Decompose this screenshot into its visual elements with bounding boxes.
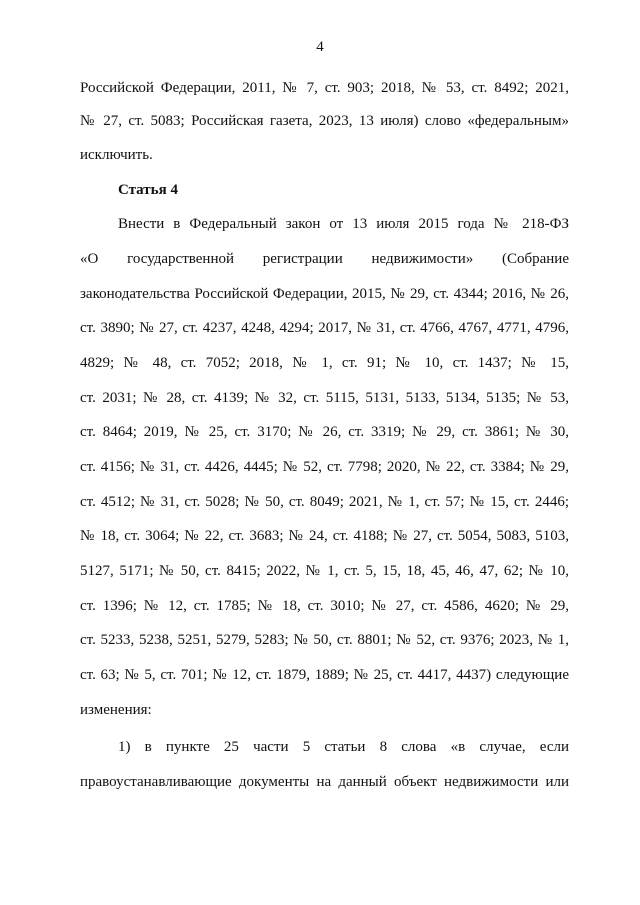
- text-line: ст. 2031; № 28, ст. 4139; № 32, ст. 5115, 5131, 5133, 5134, 5135; № 53,: [80, 390, 569, 406]
- text-line: правоустанавливающие документы на данный объект недвижимости или: [80, 774, 569, 790]
- text-line: 5127, 5171; № 50, ст. 8415; 2022, № 1, ст. 5, 15, 18, 45, 46, 47, 62; № 10,: [80, 563, 569, 579]
- text-line: исключить.: [80, 147, 153, 163]
- text-line: законодательства Российской Федерации, 2015, № 29, ст. 4344; 2016, № 26,: [80, 286, 569, 302]
- text-line: Российской Федерации, 2011, № 7, ст. 903; 2018, № 53, ст. 8492; 2021,: [80, 80, 569, 96]
- text-line: 1) в пункте 25 части 5 статьи 8 слова «в случае, если: [118, 739, 569, 755]
- text-line: ст. 4512; № 31, ст. 5028; № 50, ст. 8049; 2021, № 1, ст. 57; № 15, ст. 2446;: [80, 494, 569, 510]
- page-number: 4: [316, 39, 324, 55]
- text-line: «О государственной регистрации недвижимости» (Собрание: [80, 251, 569, 267]
- text-line: Внести в Федеральный закон от 13 июля 2015 года № 218-ФЗ: [118, 216, 569, 232]
- text-line: ст. 5233, 5238, 5251, 5279, 5283; № 50, ст. 8801; № 52, ст. 9376; 2023, № 1,: [80, 632, 569, 648]
- text-line: ст. 3890; № 27, ст. 4237, 4248, 4294; 2017, № 31, ст. 4766, 4767, 4771, 4796,: [80, 320, 569, 336]
- text-line: ст. 63; № 5, ст. 701; № 12, ст. 1879, 1889; № 25, ст. 4417, 4437) следующие: [80, 667, 569, 683]
- text-line: № 27, ст. 5083; Российская газета, 2023, 13 июля) слово «федеральным»: [80, 113, 569, 129]
- article-heading: Статья 4: [118, 182, 178, 198]
- text-line: изменения:: [80, 702, 152, 718]
- text-line: № 18, ст. 3064; № 22, ст. 3683; № 24, ст. 4188; № 27, ст. 5054, 5083, 5103,: [80, 528, 569, 544]
- text-line: ст. 8464; 2019, № 25, ст. 3170; № 26, ст. 3319; № 29, ст. 3861; № 30,: [80, 424, 569, 440]
- text-line: 4829; № 48, ст. 7052; 2018, № 1, ст. 91; № 10, ст. 1437; № 15,: [80, 355, 569, 371]
- text-line: ст. 4156; № 31, ст. 4426, 4445; № 52, ст. 7798; 2020, № 22, ст. 3384; № 29,: [80, 459, 569, 475]
- text-line: ст. 1396; № 12, ст. 1785; № 18, ст. 3010; № 27, ст. 4586, 4620; № 29,: [80, 598, 569, 614]
